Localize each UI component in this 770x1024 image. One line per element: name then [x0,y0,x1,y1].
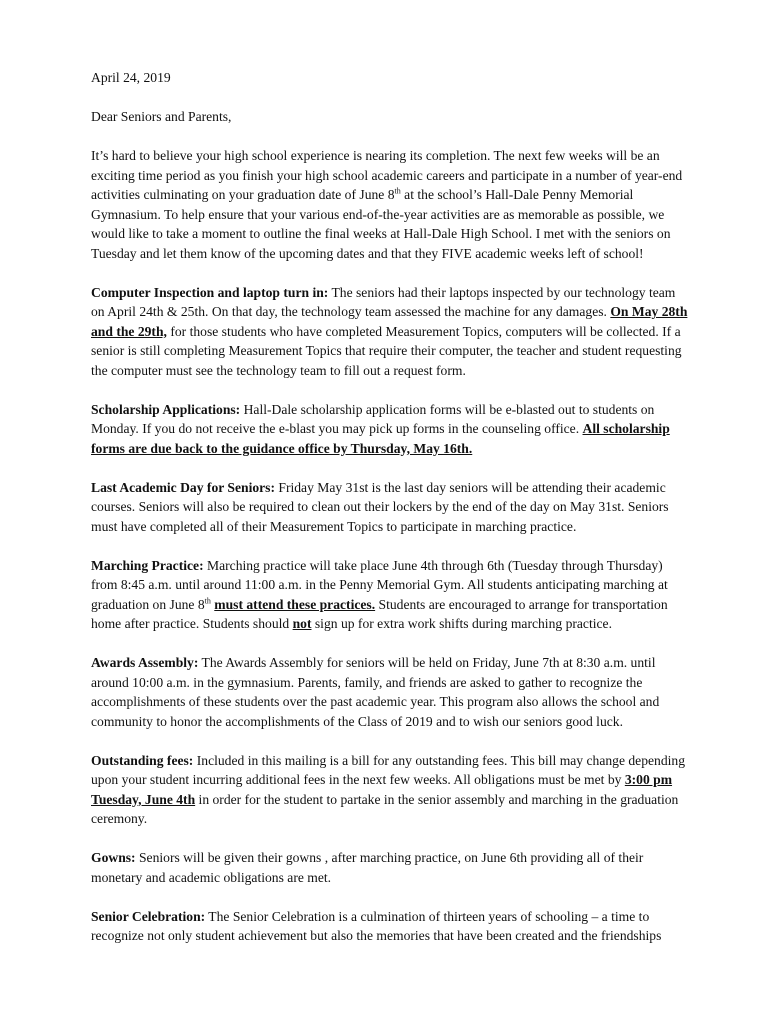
marching-text-3: Students are encouraged to arrange for transportation home after practice. Students should [91,596,668,631]
marching-text-4: sign up for extra work shifts during marching practice. [311,616,612,631]
celebration-text: The Senior Celebration is a culmination of thirteen years of schooling – a time to recognize not only student achievement but also the memories that have been created and the friendships [91,908,662,943]
intro-paragraph [91,146,691,263]
fees-text-2: in order for the student to partake in the senior assembly and marching in the graduation ceremony. [91,791,679,826]
scholarship-text-1: Hall-Dale scholarship application forms will be e-blasted out to students on Monday. If you do not receive the e-blast you may pick up forms in the counseling office. [91,401,655,436]
marching-text-1: Marching practice will take place June 4th through 6th (Tuesday through Thursday) from 8:45 a.m. until around 11:00 a.m. in the Penny Memorial Gym. All students anticipating marching at graduation on June 8 [91,557,668,612]
intro-text-2: at the school’s Hall-Dale Penny Memorial Gymnasium. To help ensure that your various end-of-the-year activities are as memorable as possible, we would like to take a moment to outline the final weeks at Hall-Dale High School. I met with the seniors on Tuesday and let them know of the upcoming dates and that they FIVE academic weeks left of school! [91,187,671,261]
computer-heading: Computer Inspection and laptop turn in: [91,284,329,300]
celebration-paragraph [91,907,691,946]
gowns-heading: Gowns: [91,850,136,865]
last-day-heading: Last Academic Day for Seniors: [91,479,275,495]
last-day-paragraph [91,478,691,537]
scholarship-paragraph [91,400,691,459]
scholarship-heading: Scholarship Applications: [91,401,241,417]
marching-superscript: th [204,595,211,605]
computer-text-1: The seniors had their laptops inspected by our technology team on April 24th & 25th. On that day, the technology team assessed the machine for any damages. [91,284,676,319]
letter-page [91,68,691,965]
marching-heading: Marching Practice: [91,557,204,573]
awards-heading: Awards Assembly: [91,655,199,670]
marching-emphasis: must attend these practices. [214,596,376,612]
letter-date: April 24, 2019 [91,70,171,85]
last-day-text: Friday May 31st is the last day seniors will be attending their academic courses. Seniors will also be required to clean out their lockers by the end of the day on May 31st. Seniors must have completed all of their Measurement Topics to participate in marching practice. [91,479,669,534]
gowns-paragraph [91,848,691,887]
awards-paragraph [91,653,691,731]
fees-emphasis: 3:00 pm Tuesday, June 4th [91,772,673,807]
fees-text-1: Included in this mailing is a bill for any outstanding fees. This bill may change depending upon your student incurring additional fees in the next few weeks. All obligations must be met by [91,752,686,787]
computer-text-2: for those students who have completed Measurement Topics, computers will be collected. If a senior is still completing Measurement Topics that require their computer, the teacher and student requesting the computer must see the technology team to fill out a request form. [91,323,682,378]
celebration-heading: Senior Celebration: [91,908,206,924]
fees-heading: Outstanding fees: [91,752,194,768]
marching-emphasis-not: not [292,616,312,631]
salutation: Dear Seniors and Parents, [91,109,232,124]
intro-text-1: It’s hard to believe your high school experience is nearing its completion. The next few weeks will be an exciting time period as you finish your high school academic careers and participate in a number of year-end activities culminating on your graduation date of June 8 [91,148,683,202]
intro-superscript: th [394,186,401,196]
computer-emphasis: On May 28th and the 29th, [91,304,688,339]
fees-paragraph [91,751,691,829]
computer-paragraph [91,283,691,381]
awards-text: The Awards Assembly for seniors will be held on Friday, June 7th at 8:30 a.m. until around 10:00 a.m. in the gymnasium. Parents, family, and friends are asked to gather to recognize the accomplishments of these students over the past academic year. This program also allows the school and community to honor the accomplishments of the Class of 2019 and to wish our seniors good luck. [91,655,660,729]
scholarship-emphasis: All scholarship forms are due back to the guidance office by Thursday, May 16th. [91,421,670,456]
marching-paragraph [91,556,691,634]
gowns-text: Seniors will be given their gowns , after marching practice, on June 6th providing all of their monetary and academic obligations are met. [91,850,644,885]
